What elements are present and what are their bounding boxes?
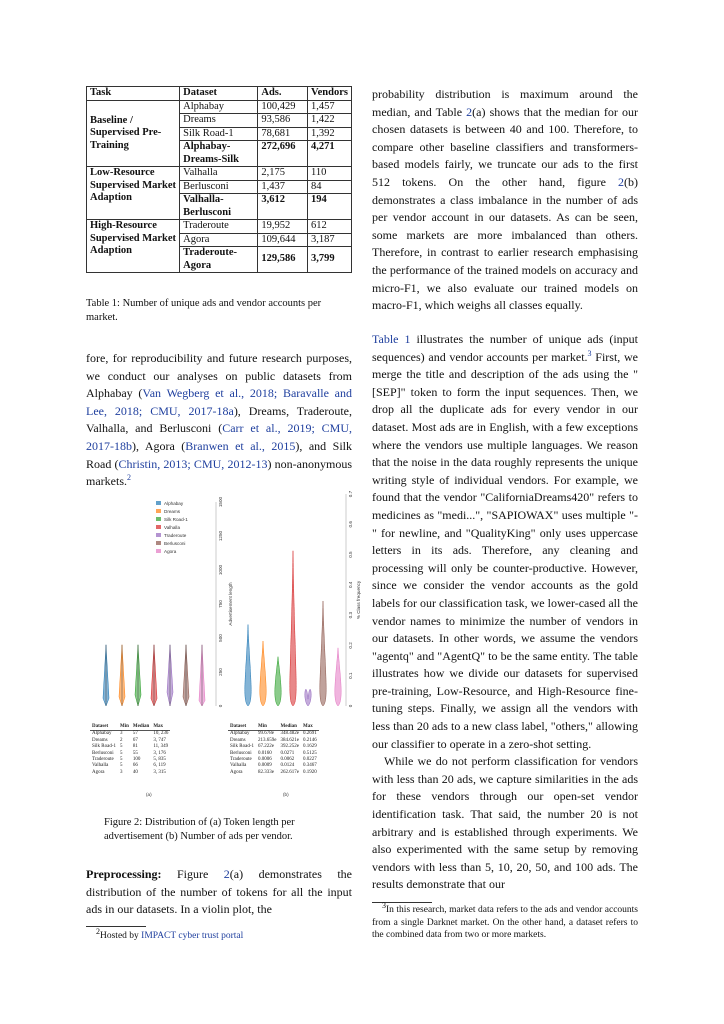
mini-td: 0.0124	[280, 763, 295, 769]
legend-item	[156, 532, 188, 540]
task-cell: Low-Resource Supervised Market Adaption	[87, 167, 180, 220]
legend-label: Silk Road-1	[164, 517, 188, 522]
mini-td: Valhalla	[230, 763, 247, 769]
footnote-ref[interactable]: 2	[127, 473, 131, 483]
table-row	[87, 100, 352, 114]
figure-ref-link[interactable]: 2	[223, 867, 230, 881]
legend-a	[156, 500, 188, 556]
mini-td: 67.222e	[258, 744, 275, 750]
violin-b-agora	[335, 648, 341, 706]
table-ref-link[interactable]: Table 1	[372, 332, 411, 346]
ads-cell: 2,175	[258, 167, 308, 181]
ads-cell: 3,612	[258, 194, 308, 220]
task-cell: Baseline / Supervised Pre-Training	[87, 100, 180, 167]
mini-td: 55	[132, 750, 138, 756]
mini-td: Valhalla	[92, 763, 109, 769]
dataset-cell: Traderoute	[180, 220, 258, 234]
mini-table-row	[90, 770, 170, 776]
vendors-cell: 110	[308, 167, 352, 181]
y-tick-b: 0	[348, 704, 353, 708]
y-tick-b: 0.6	[348, 521, 353, 528]
vendors-cell: 1,392	[308, 127, 352, 141]
mini-td: 81	[132, 744, 138, 750]
ads-cell: 272,696	[258, 141, 308, 167]
mini-td: 0.0160	[258, 750, 272, 756]
vendors-cell: 1,422	[308, 114, 352, 128]
footnote-mark: 3	[382, 900, 386, 910]
vendors-cell: 1,457	[308, 100, 352, 114]
violin-b-silk-road-1	[275, 657, 281, 706]
text-run: While we do not perform classification for vendors with less than 20 ads, we capture similarities in the ads for these vendors through our open-set vendor identification task. That said, the number 20 is not arbitrary and is established through experiments. We also experimented with the same setup by removing vendors with less than 5, 10, 20, 50, and 100 ads. The results demonstrate that our	[372, 754, 638, 892]
impact-portal-link[interactable]: IMPACT cyber trust portal	[141, 931, 244, 941]
mini-td: 213.659e	[258, 737, 277, 743]
mini-td: 3	[120, 731, 123, 737]
legend-item	[156, 516, 188, 524]
ads-cell: 1,437	[258, 180, 308, 194]
mini-td: 2	[120, 737, 123, 743]
mini-td: 3	[120, 769, 123, 775]
y-tick-b: 0.3	[348, 611, 353, 619]
y-tick-b: 0.7	[348, 490, 353, 498]
y-tick-b: 0.1	[348, 672, 353, 679]
table-row	[87, 220, 352, 234]
y-tick-a: 750	[218, 600, 223, 608]
citation-link[interactable]: Branwen et al., 2015	[185, 438, 296, 453]
mini-th: Max	[151, 724, 170, 731]
ads-cell: 78,681	[258, 127, 308, 141]
text-run: Figure	[161, 867, 224, 881]
mini-td: 0.2146	[303, 737, 317, 743]
mini-td: 348.482e	[280, 731, 299, 737]
mini-td: Traderoute	[92, 757, 114, 763]
violin-b-dreams	[260, 641, 266, 706]
mini-td: Berlusconi	[230, 750, 252, 756]
footnote-mark: 2	[96, 926, 100, 936]
mini-table-header	[228, 724, 319, 731]
footnote-text: In this research, market data refers to the ads and vendor accounts from a single Darknet market. On the other hand, a dataset refers to the combined data from two or more markets.	[372, 905, 638, 940]
mini-td: 3, 747	[153, 737, 166, 743]
legend-swatch	[156, 533, 161, 537]
footnote-rule-right	[372, 902, 432, 903]
table-header-row	[87, 87, 352, 101]
footnote-ref[interactable]: 3	[587, 348, 592, 358]
dataset-cell: Berlusconi	[180, 180, 258, 194]
mini-td: 40	[132, 769, 138, 775]
violin-b-traderoute	[305, 689, 311, 706]
mini-td: 5	[120, 744, 123, 750]
mini-th: Min	[120, 724, 129, 729]
mini-table-header	[90, 724, 170, 731]
mini-td: 0.0009	[258, 763, 272, 769]
table-ref-link[interactable]: 2	[466, 104, 473, 119]
mini-td: Dreams	[230, 737, 246, 743]
mini-th: Min	[256, 724, 278, 731]
mini-td: 57	[132, 731, 138, 737]
th-dataset: Dataset	[180, 87, 258, 101]
footnote-3	[372, 900, 638, 942]
legend-swatch	[156, 525, 161, 529]
table-row	[87, 167, 352, 181]
mini-td: Agora	[92, 769, 105, 775]
ads-cell: 19,952	[258, 220, 308, 234]
ads-cell: 100,429	[258, 100, 308, 114]
y-tick-a: 1250	[218, 530, 223, 542]
y-tick-a: 1500	[218, 496, 223, 508]
mini-td: 3, 315	[153, 769, 166, 775]
vendors-cell: 84	[308, 180, 352, 194]
th-vendors: Vendors	[308, 87, 352, 101]
table-1-caption: Table 1: Number of unique ads and vendor accounts per market.	[86, 298, 322, 323]
text-run: illustrates the number of unique ads (input sequences) and vendor accounts per market.	[372, 332, 638, 364]
mini-td: 0.0006	[258, 757, 272, 763]
mini-td: 0.1629	[303, 744, 317, 750]
figure-2	[88, 488, 361, 800]
mini-td: Traderoute	[230, 757, 252, 763]
panel-label-a: (a)	[146, 792, 152, 797]
violin-b-alphabay	[245, 625, 251, 706]
text-run: ), Agora (	[132, 438, 186, 453]
mini-th: Dataset	[228, 724, 256, 731]
mini-td: 384.621e	[280, 737, 299, 743]
footnote-rule-left	[86, 926, 146, 927]
table-a	[90, 724, 170, 776]
th-task: Task	[87, 87, 180, 101]
y-axis-label-b: % Class frequency	[356, 580, 361, 620]
legend-swatch	[156, 517, 161, 521]
footnote-text: Hosted by	[100, 931, 142, 941]
ads-cell: 109,644	[258, 233, 308, 247]
mini-th: Dataset	[90, 724, 118, 731]
dataset-cell: Alphabay-Dreams-Silk	[180, 141, 258, 167]
mini-td: 5	[120, 750, 123, 756]
dataset-cell: Dreams	[180, 114, 258, 128]
mini-td: 0.0062	[280, 757, 295, 763]
y-tick-a: 500	[218, 634, 223, 642]
text-run: (b) demonstrates a class imbalance in the number of ads per vendor account in our datasets. As can be seen, some markets are more imbalanced than others. Therefore, in contrast to earlier research emphasising the performance of the trained models on accuracy and micro-F1, we also evaluate our trained models on macro-F1, which weighs all classes equally.	[372, 174, 638, 313]
right-paragraph-1	[372, 86, 638, 315]
dataset-cell: Agora	[180, 233, 258, 247]
y-tick-a: 0	[218, 704, 223, 708]
legend-item	[156, 524, 188, 532]
dataset-cell: Valhalla-Berlusconi	[180, 194, 258, 220]
legend-label: Alphabay	[164, 501, 184, 506]
dataset-cell: Valhalla	[180, 167, 258, 181]
mini-td: 5, 835	[153, 757, 166, 763]
legend-label: Traderoute	[164, 533, 187, 538]
dataset-cell: Silk Road-1	[180, 127, 258, 141]
table-b	[228, 724, 319, 776]
citation-link[interactable]: Van Wegberg et al., 2018; Baravalle and Lee, 2018; CMU, 2017-18a	[86, 386, 352, 418]
vendors-cell: 4,271	[308, 141, 352, 167]
vendors-cell: 3,187	[308, 233, 352, 247]
text-run: First, we merge the title and description of the ads using the "[SEP]" token to form the input sequences. Then, we drop all the duplicate ads for every vendor in our dataset. Most ads are in English, with a few exceptions where the vendors use multiple languages. We reason that the noise in the data roughly represents the unique writing style of individual vendors. For example, we found that the vendor "CaliforniaDreams420" refers to medicines as "medi...", "SAPIOWAX" uses multiple "-" for newline, and "QualityKing" only uses uppercase letters in its ads. Therefore, any cleaning and processing will only be counter-productive. However, since we consider the vendor accounts as the gold labels for our classification task, we lower-cased all the vendor names to minimize the number of vendors in our datasets. In other words, we assume the vendors "agentq" and "AgentQ" to be the same entity. The table illustrates how we divide our datasets for supervised pre-training, Low-Resource, and High-Resource fine-tuning steps. Finally, we assign all the vendors with less than 20 ads to a new class label, "others," allowing our classifier to operate in a zero-shot setting.	[372, 349, 638, 751]
mini-td: 0.5125	[303, 750, 317, 756]
text-run: ) non-anonymous markets.	[86, 456, 353, 489]
mini-td: Dreams	[92, 737, 108, 743]
y-tick-b: 0.4	[348, 581, 353, 589]
mini-td: Alphabay	[92, 731, 112, 737]
citation-link[interactable]: Carr et al., 2019; CMU, 2017-18b	[86, 421, 352, 453]
legend-label: Valhalla	[164, 525, 181, 530]
mini-td: 0.0271	[280, 750, 295, 756]
mini-td: 0.2691	[303, 731, 317, 737]
right-paragraph-2	[372, 331, 638, 894]
mini-table-row	[228, 731, 319, 738]
y-tick-b: 0.5	[348, 551, 353, 558]
y-tick-a: 250	[218, 668, 223, 676]
mini-td: 82.333e	[258, 769, 275, 775]
citation-link[interactable]: Christin, 2013; CMU, 2012-13	[118, 456, 268, 471]
mini-td: 0.1920	[303, 769, 317, 775]
mini-td: 5	[120, 757, 123, 763]
left-paragraph-preprocessing	[86, 866, 352, 919]
mini-td: Silk Road-1	[230, 744, 255, 750]
mini-th: Median	[279, 724, 301, 731]
legend-item	[156, 540, 188, 548]
legend-label: Dreams	[164, 509, 181, 514]
vendors-cell: 612	[308, 220, 352, 234]
legend-item	[156, 548, 188, 556]
mini-td: 3, 176	[153, 750, 166, 756]
figure-ref-link[interactable]: 2	[618, 174, 624, 189]
table-1-grid	[86, 86, 352, 273]
mini-th: Median	[132, 724, 150, 729]
legend-swatch	[156, 501, 161, 505]
text-run: probability distribution is maximum around the median, and Table	[372, 87, 638, 119]
mini-td: 11, 349	[153, 744, 169, 750]
mini-td: Alphabay	[230, 731, 250, 737]
legend-label: Agora	[164, 549, 177, 554]
mini-table-row	[228, 744, 319, 750]
mini-td: 10, 236	[153, 731, 169, 737]
legend-swatch	[156, 509, 161, 513]
vendors-cell: 3,799	[308, 247, 352, 273]
table-1	[86, 86, 352, 273]
mini-table-row	[90, 731, 170, 738]
mini-td: 100	[132, 757, 141, 763]
legend-item	[156, 500, 188, 508]
dataset-cell: Traderoute-Agora	[180, 247, 258, 273]
th-ads: Ads.	[258, 87, 308, 101]
mini-td: 262.617e	[280, 769, 299, 775]
ads-cell: 93,586	[258, 114, 308, 128]
mini-td: 67	[132, 737, 138, 743]
violin-b-berlusconi	[290, 551, 296, 706]
violin-b-valhalla	[320, 601, 326, 706]
mini-td: Silk Road-1	[92, 744, 117, 750]
panel-label-b: (b)	[283, 792, 289, 797]
vendors-cell: 194	[308, 194, 352, 220]
ads-cell: 129,586	[258, 247, 308, 273]
mini-th: Max	[301, 724, 319, 731]
text-run: fore, for reproducibility and future research purposes, we conduct our analyses on public datasets from Alphabay (	[86, 351, 352, 401]
mini-td: 99.678e	[258, 731, 275, 737]
left-paragraph-datasets	[86, 350, 352, 491]
mini-table-row	[228, 770, 319, 776]
text-run: (a) demonstrates the distribution of the number of tokens for all the input ads in our datasets. In a violin plot, the	[86, 867, 352, 917]
mini-td: Agora	[230, 769, 243, 775]
figure-2-caption: Figure 2: Distribution of (a) Token length per advertisement (b) Number of ads per vendor.	[104, 817, 295, 842]
footnote-2	[96, 926, 352, 943]
text-run: ), and Silk Road (	[86, 438, 352, 471]
mini-td: 392.252e	[280, 744, 299, 750]
mini-td: 6, 119	[153, 763, 166, 769]
dataset-cell: Alphabay	[180, 100, 258, 114]
preprocessing-heading: Preprocessing:	[86, 867, 162, 881]
text-run: (a) shows that the median for our chosen datasets is between 40 and 100. Therefore, to compare other baseline classifiers and transformers-based models fairly, we truncate our ads to the first 512 tokens. On the other hand, figure	[372, 104, 638, 189]
text-run: ), Dreams, Traderoute, Valhalla, and Berlusconi (	[86, 403, 353, 436]
task-cell: High-Resource Supervised Market Adaption	[87, 220, 180, 273]
legend-label: Berlusconi	[164, 541, 186, 546]
legend-item	[156, 508, 188, 516]
mini-td: 0.3467	[303, 763, 317, 769]
y-tick-b: 0.2	[348, 642, 353, 649]
mini-td: 0.0227	[303, 757, 317, 763]
legend-swatch	[156, 541, 161, 545]
y-tick-a: 1000	[218, 564, 223, 576]
mini-td: 5	[120, 763, 123, 769]
legend-swatch	[156, 549, 161, 553]
mini-td: Berlusconi	[92, 750, 114, 756]
mini-td: 66	[132, 763, 138, 769]
y-axis-label-a: Advertisement length	[228, 582, 233, 626]
